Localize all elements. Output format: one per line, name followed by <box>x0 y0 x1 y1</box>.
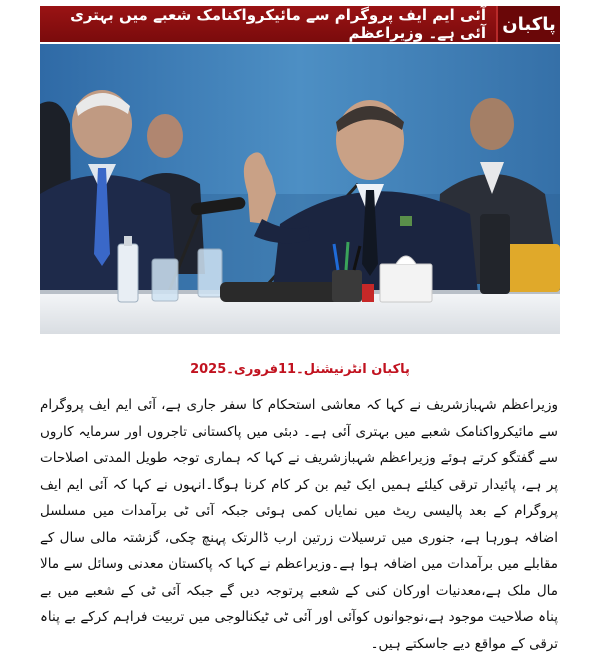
dateline: پاکبان انٹرنیشنل۔11فروری۔2025 <box>190 362 410 377</box>
article-body <box>40 392 558 657</box>
news-photo <box>40 44 560 334</box>
article-paragraph: وزیراعظم شہبازشریف نے کہا کہ معاشی استحکام کا سفر جاری ہے، آئی ایم ایف پروگرام سے مائیکرواکنامک شعبے میں بہتری آئی ہے۔ دبئی میں پاکستانی تاجروں اور سرمایہ کاروں سے گفتگو کرتے ہوئے وزیراعظم شہبازشریف نے کہا کہ ہماری توجہ طویل المدتی اصلاحات پر ہے، پائیدار ترقی کیلئے ہمیں ایک ٹیم بن کر کام کرنا ہوگا۔انہوں نے کہا کہ آئی ایم ایف پروگرام کے بعد پالیسی ریٹ میں نمایاں کمی ہوئی جبکہ آئی ٹی برآمدات میں مسلسل اضافہ ہورہا ہے، جنوری میں ترسیلات زرتین ارب ڈالرتک پہنچ چکی، گزشتہ مالی سال کے مقابلے میں برآمدات میں اضافہ ہوا ہے۔وزیراعظم نے کہا کہ پاکستان معدنی وسائل سے مالا مال ملک ہے،معدنیات اورکان کنی کے شعبے پرتوجہ دیں گے جبکہ آئی ٹی کے شعبے میں بے پناہ صلاحیت موجود ہے،نوجوانوں کوآئی اور آئی ٹی ٹیکنالوجی میں تربیت فراہم کرکے بے پناہ ترقی کے مواقع دیے جاسکتے ہیں۔ <box>40 397 558 652</box>
press-conference-photo <box>40 44 560 334</box>
logo: پاکبان <box>496 6 560 42</box>
headline-banner <box>40 6 560 42</box>
headline-text: آئی ایم ایف پروگرام سے مائیکرواکنامک شعبے میں بہتری آئی ہے۔ وزیراعظم <box>40 6 496 42</box>
